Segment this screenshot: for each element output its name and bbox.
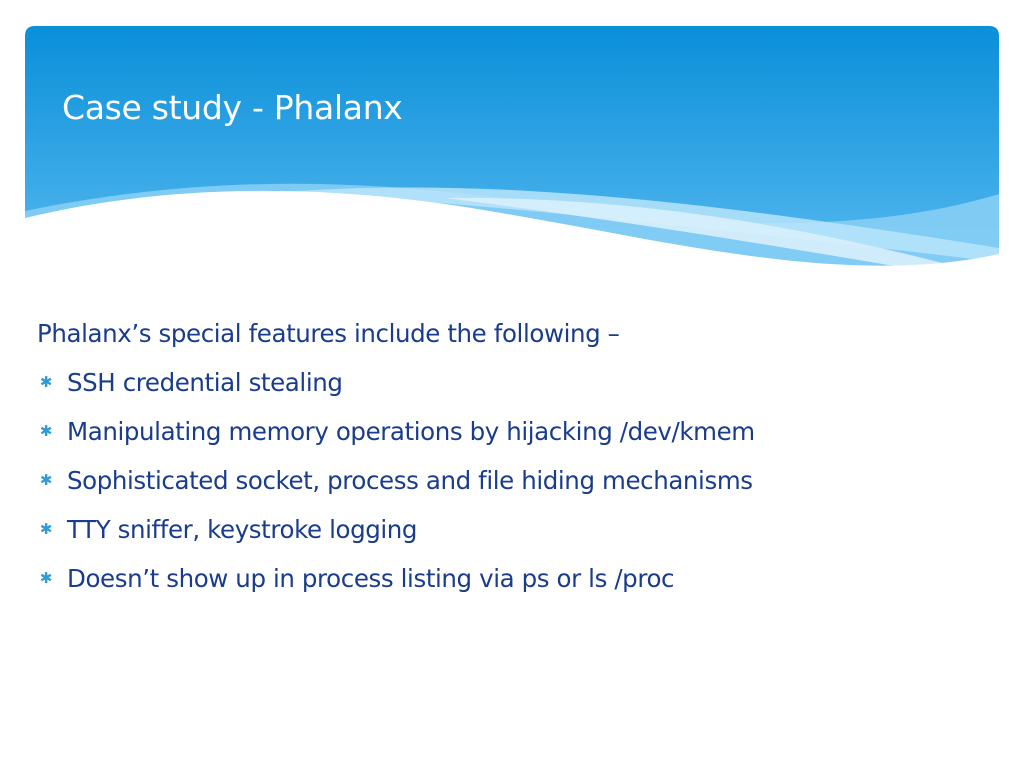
bullet-text: TTY sniffer, keystroke logging xyxy=(67,515,418,544)
bullet-item xyxy=(37,505,997,554)
bullet-text: Manipulating memory operations by hijacking /dev/kmem xyxy=(67,417,755,446)
asterisk-bullet-icon: ✱ xyxy=(39,471,53,489)
bullet-item xyxy=(37,456,997,505)
bullet-text: Doesn’t show up in process listing via ps or ls /proc xyxy=(67,564,675,593)
slide-content xyxy=(37,309,997,603)
asterisk-bullet-icon: ✱ xyxy=(39,569,53,587)
bullet-text: Sophisticated socket, process and file hiding mechanisms xyxy=(67,466,753,495)
slide-title: Case study - Phalanx xyxy=(62,88,403,127)
wave-decoration xyxy=(25,26,999,290)
intro-text: Phalanx’s special features include the following – xyxy=(37,319,620,348)
asterisk-bullet-icon: ✱ xyxy=(39,520,53,538)
asterisk-bullet-icon: ✱ xyxy=(39,373,53,391)
bullet-item xyxy=(37,554,997,603)
asterisk-bullet-icon: ✱ xyxy=(39,422,53,440)
bullet-item xyxy=(37,407,997,456)
bullet-list xyxy=(37,358,997,603)
bullet-item xyxy=(37,358,997,407)
bullet-text: SSH credential stealing xyxy=(67,368,343,397)
header-banner xyxy=(25,26,999,290)
